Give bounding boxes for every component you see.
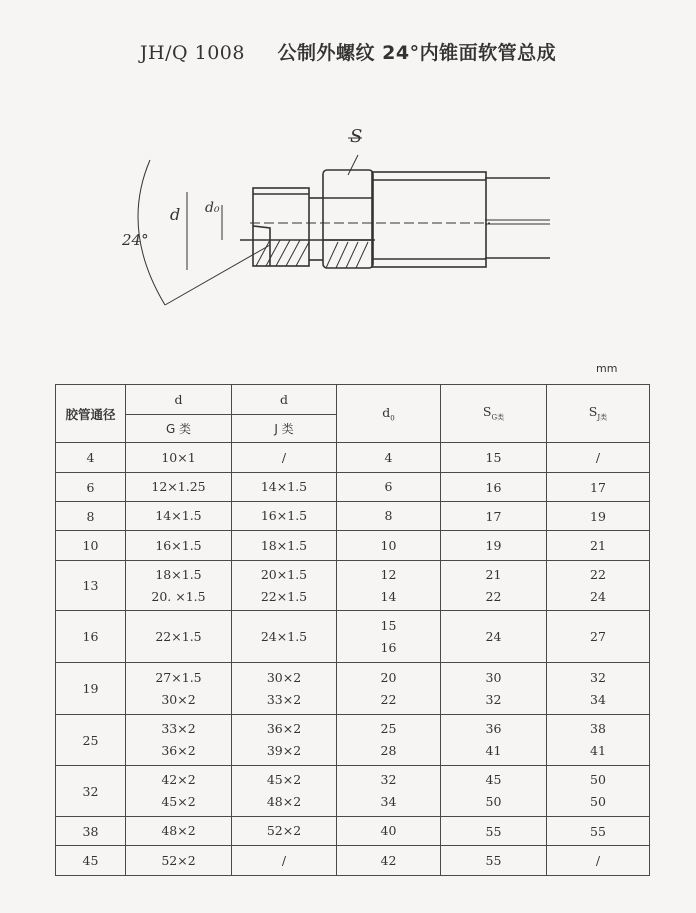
j-cell-line: 20×1.5 <box>260 566 308 582</box>
header-d0: $d_0$ <box>337 385 441 443</box>
d0-cell-line: 12 <box>380 566 397 582</box>
d0-cell <box>337 502 441 531</box>
d0-cell-line: 40 <box>380 823 397 838</box>
g-cell-line: 27×1.5 <box>155 669 202 685</box>
j-cell-line: 18×1.5 <box>260 537 308 553</box>
sj-cell <box>547 663 650 715</box>
j-cell <box>232 473 337 502</box>
bore-cell: 6 <box>56 473 126 502</box>
d0-cell <box>337 561 441 611</box>
j-cell <box>232 611 337 663</box>
d0-cell-line: 8 <box>384 508 393 523</box>
d0-cell-line: 20 <box>380 669 397 685</box>
sj-cell-line: 41 <box>590 743 606 758</box>
j-cell-line: 36×2 <box>266 721 302 736</box>
j-cell <box>232 531 337 561</box>
label-angle: 24° <box>122 231 149 249</box>
label-d0: d₀ <box>205 200 220 216</box>
table-row <box>56 817 650 846</box>
bore-cell: 32 <box>56 766 126 817</box>
g-cell-line: 42×2 <box>161 772 196 787</box>
g-cell-line: 18×1.5 <box>155 566 202 582</box>
d0-cell <box>337 817 441 846</box>
sg-cell-line: 36 <box>485 721 502 736</box>
sj-cell <box>547 561 650 611</box>
d0-cell-line: 28 <box>380 743 397 758</box>
sg-cell: 17 <box>441 502 547 531</box>
sj-cell-line: 32 <box>590 669 606 685</box>
sg-cell <box>441 766 547 817</box>
d0-cell <box>337 611 441 663</box>
g-cell-line: 36×2 <box>161 743 196 758</box>
j-cell <box>232 817 337 846</box>
j-cell <box>232 443 337 473</box>
d0-cell <box>337 473 441 502</box>
sg-cell: 16 <box>441 473 547 502</box>
g-cell <box>126 473 232 502</box>
sj-cell: 21 <box>547 531 650 561</box>
d0-cell-line: 6 <box>384 479 393 494</box>
sj-cell-line: 22 <box>590 566 606 582</box>
sj-cell: 17 <box>547 473 650 502</box>
g-cell <box>126 611 232 663</box>
d0-cell-line: 34 <box>380 794 397 809</box>
d0-cell <box>337 766 441 817</box>
d0-cell <box>337 443 441 473</box>
table-row <box>56 846 650 876</box>
sj-cell: / <box>547 846 650 876</box>
bore-cell: 19 <box>56 663 126 715</box>
j-cell-line: 45×2 <box>266 772 302 787</box>
table-row <box>56 473 650 502</box>
sg-cell: 55 <box>441 846 547 876</box>
g-cell <box>126 715 232 766</box>
d0-cell <box>337 715 441 766</box>
header-d-g: d <box>126 385 232 415</box>
header-sj: $S_{J类}$ <box>547 385 650 443</box>
g-cell <box>126 561 232 611</box>
d0-cell <box>337 663 441 715</box>
d0-cell-line: 22 <box>380 691 397 707</box>
d0-cell-line: 15 <box>380 617 397 633</box>
sg-cell-line: 32 <box>485 691 502 707</box>
d0-cell-line: 14 <box>380 588 397 604</box>
j-cell-line: 24×1.5 <box>260 628 308 644</box>
sj-cell: 19 <box>547 502 650 531</box>
g-cell-line: 20. ×1.5 <box>151 588 206 604</box>
g-cell <box>126 502 232 531</box>
d0-cell <box>337 846 441 876</box>
header-hose-bore: 胶管通径 <box>56 385 126 443</box>
d0-cell <box>337 531 441 561</box>
unit-label: mm <box>596 362 618 375</box>
g-cell <box>126 443 232 473</box>
header-j-type: J 类 <box>232 415 337 443</box>
j-cell-line: 16×1.5 <box>260 508 308 523</box>
sg-cell-line: 30 <box>485 669 502 685</box>
j-cell <box>232 766 337 817</box>
g-cell-line: 14×1.5 <box>155 508 202 523</box>
sj-cell-line: 38 <box>590 721 606 736</box>
g-cell-line: 16×1.5 <box>155 537 202 553</box>
sg-cell: 19 <box>441 531 547 561</box>
g-cell <box>126 531 232 561</box>
bore-cell: 16 <box>56 611 126 663</box>
bore-cell: 4 <box>56 443 126 473</box>
j-cell-line: 22×1.5 <box>260 588 308 604</box>
sj-cell-line: 50 <box>590 794 606 809</box>
hose-assembly-drawing <box>110 120 560 320</box>
j-cell-line: 39×2 <box>266 743 302 758</box>
sg-cell: 15 <box>441 443 547 473</box>
table-row <box>56 443 650 473</box>
j-cell-line: 30×2 <box>266 669 302 685</box>
sg-cell <box>441 663 547 715</box>
bore-cell: 45 <box>56 846 126 876</box>
sg-cell-line: 21 <box>485 566 502 582</box>
table-row <box>56 766 650 817</box>
table-row <box>56 561 650 611</box>
d0-cell-line: 25 <box>380 721 397 736</box>
header-g-type: G 类 <box>126 415 232 443</box>
d0-cell-line: 32 <box>380 772 397 787</box>
j-cell <box>232 561 337 611</box>
bore-cell: 8 <box>56 502 126 531</box>
d0-cell-line: 4 <box>384 449 393 465</box>
d0-cell-line: 42 <box>380 852 397 868</box>
j-cell <box>232 715 337 766</box>
sj-cell <box>547 766 650 817</box>
bore-cell: 10 <box>56 531 126 561</box>
table-row <box>56 531 650 561</box>
sj-cell-line: 50 <box>590 772 606 787</box>
sj-cell: 55 <box>547 817 650 846</box>
j-cell-line: 52×2 <box>266 823 302 838</box>
g-cell-line: 48×2 <box>161 823 196 838</box>
sj-cell <box>547 715 650 766</box>
g-cell-line: 52×2 <box>161 852 196 868</box>
j-cell-line: 14×1.5 <box>260 479 308 494</box>
sg-cell-line: 45 <box>485 772 502 787</box>
g-cell <box>126 663 232 715</box>
bore-cell: 13 <box>56 561 126 611</box>
j-cell-line: / <box>281 852 287 868</box>
j-cell-line: 33×2 <box>266 691 302 707</box>
sg-cell-line: 41 <box>485 743 502 758</box>
label-d: d <box>170 205 181 224</box>
g-cell-line: 45×2 <box>161 794 196 809</box>
bore-cell: 38 <box>56 817 126 846</box>
sj-cell: / <box>547 443 650 473</box>
table-row <box>56 715 650 766</box>
bore-cell: 25 <box>56 715 126 766</box>
header-d-j: d <box>232 385 337 415</box>
sg-cell-line: 22 <box>485 588 502 604</box>
g-cell-line: 30×2 <box>161 691 196 707</box>
g-cell-line: 22×1.5 <box>155 628 202 644</box>
standard-name: 公制外螺纹 24°内锥面软管总成 <box>277 42 557 64</box>
d0-cell-line: 16 <box>380 639 397 655</box>
sg-cell: 24 <box>441 611 547 663</box>
page-title <box>0 38 696 65</box>
j-cell <box>232 663 337 715</box>
sg-cell: 55 <box>441 817 547 846</box>
header-sg: $S_{G类}$ <box>441 385 547 443</box>
table-row <box>56 663 650 715</box>
sj-cell-line: 24 <box>590 588 606 604</box>
g-cell <box>126 817 232 846</box>
g-cell <box>126 846 232 876</box>
table-row <box>56 502 650 531</box>
g-cell-line: 10×1 <box>161 449 196 465</box>
sj-cell-line: 34 <box>590 691 606 707</box>
sg-cell <box>441 561 547 611</box>
sj-cell: 27 <box>547 611 650 663</box>
j-cell <box>232 846 337 876</box>
d0-cell-line: 10 <box>380 537 397 553</box>
label-s: S <box>350 126 363 147</box>
standard-code: JH/Q 1008 <box>139 42 245 64</box>
j-cell-line: / <box>281 449 287 465</box>
j-cell-line: 48×2 <box>266 794 302 809</box>
j-cell <box>232 502 337 531</box>
g-cell <box>126 766 232 817</box>
sg-cell-line: 50 <box>485 794 502 809</box>
g-cell-line: 12×1.25 <box>151 479 206 494</box>
g-cell-line: 33×2 <box>161 721 196 736</box>
sg-cell <box>441 715 547 766</box>
table-row <box>56 611 650 663</box>
spec-table <box>55 384 650 876</box>
